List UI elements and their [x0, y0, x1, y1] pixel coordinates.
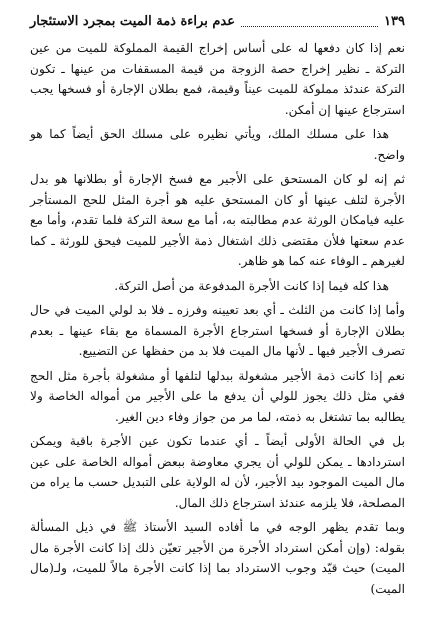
paragraph: ثم إنه لو كان المستحق على الأجير مع فسخ الإجارة أو بطلانها هو بدل الأجرة لتلف عينها أو كان المستحق عليه هو أجرة المثل للحج المستأجر عليه فيامكان الورثة عدم مطالبته به، أما مع سعة التركة فلما تقدم، وأما مع عدم سعتها فلأن مقتضى ذلك اشتغال ذمة الأجير للميت فيحق للورثة ـ كما لغيرهم ـ الوفاء عنه كما هو ظاهر. [30, 172, 405, 268]
page-number: ١٣٩ [384, 13, 405, 29]
paragraph: بل في الحالة الأولى أيضاً ـ أي عندما تكون عين الأجرة باقية ويمكن استردادها ـ يمكن للولي أن يجري معاوضة ببعض أمواله الخاصة على عين مال الميت الموجود بيد الأجير، لأن له الولاية على التبديل حسب ما يراه من المصلحة، فلا يلزمه عندئذ استرجاع ذلك المال. [30, 434, 405, 510]
header-dot-leader [241, 16, 378, 27]
chapter-title: عدم براءة ذمة الميت بمجرد الاستئجار [30, 13, 235, 29]
paragraph: هذا على مسلك الملك، ويأتي نظيره على مسلك الحق أيضاً كما هو واضح. [30, 127, 405, 162]
running-header [30, 10, 405, 32]
paragraph: نعم إذا كانت ذمة الأجير مشغولة ببدلها لتلفها أو مشغولة بأجرة مثل الحج ففي مثل ذلك يجوز للولي أن يدفع ما على الأجير من أمواله الخاصة ولا يطالبه بما تشتغل به ذمته، لما مر من جواز وفاء دين الغير. [30, 368, 405, 424]
paragraph: هذا كله فيما إذا كانت الأجرة المدفوعة من أصل التركة. [114, 278, 389, 293]
paragraph: وأما إذا كانت من الثلث ـ أي بعد تعيينه وفرزه ـ فلا بد لولي الميت في حال بطلان الإجارة أو فسخها استرجاع الأجرة المسماة مع بقاء عينها ـ بعدم تصرف الأجير فيها ـ لأنها مال الميت فلا بد من حفظها عن التضييع. [30, 303, 405, 358]
paragraph: وبما تقدم يظهر الوجه في ما أفاده السيد الأستاذ ﷺ في ذيل المسألة بقوله: (وإن أمكن استرداد الأجرة من الأجير تعيّن ذلك إذا كانت الأجرة مال الميت) حيث قيّد وجوب الاسترداد بما إذا كانت الأجرة مالاً للميت، ولـ(مال الميت) [30, 520, 405, 596]
paragraph: نعم إذا كان دفعها له على أساس إخراج القيمة المملوكة للميت من عين التركة ـ نظير إخراج حصة الزوجة من قيمة المسقفات من عينها ـ تكون التركة عندئذ مملوكة للميت عيناً وقيمة، فمع بطلان الإجارة أو فسخها يجب استرجاع عينها إن أمكن. [30, 41, 405, 117]
page-body [30, 38, 405, 603]
